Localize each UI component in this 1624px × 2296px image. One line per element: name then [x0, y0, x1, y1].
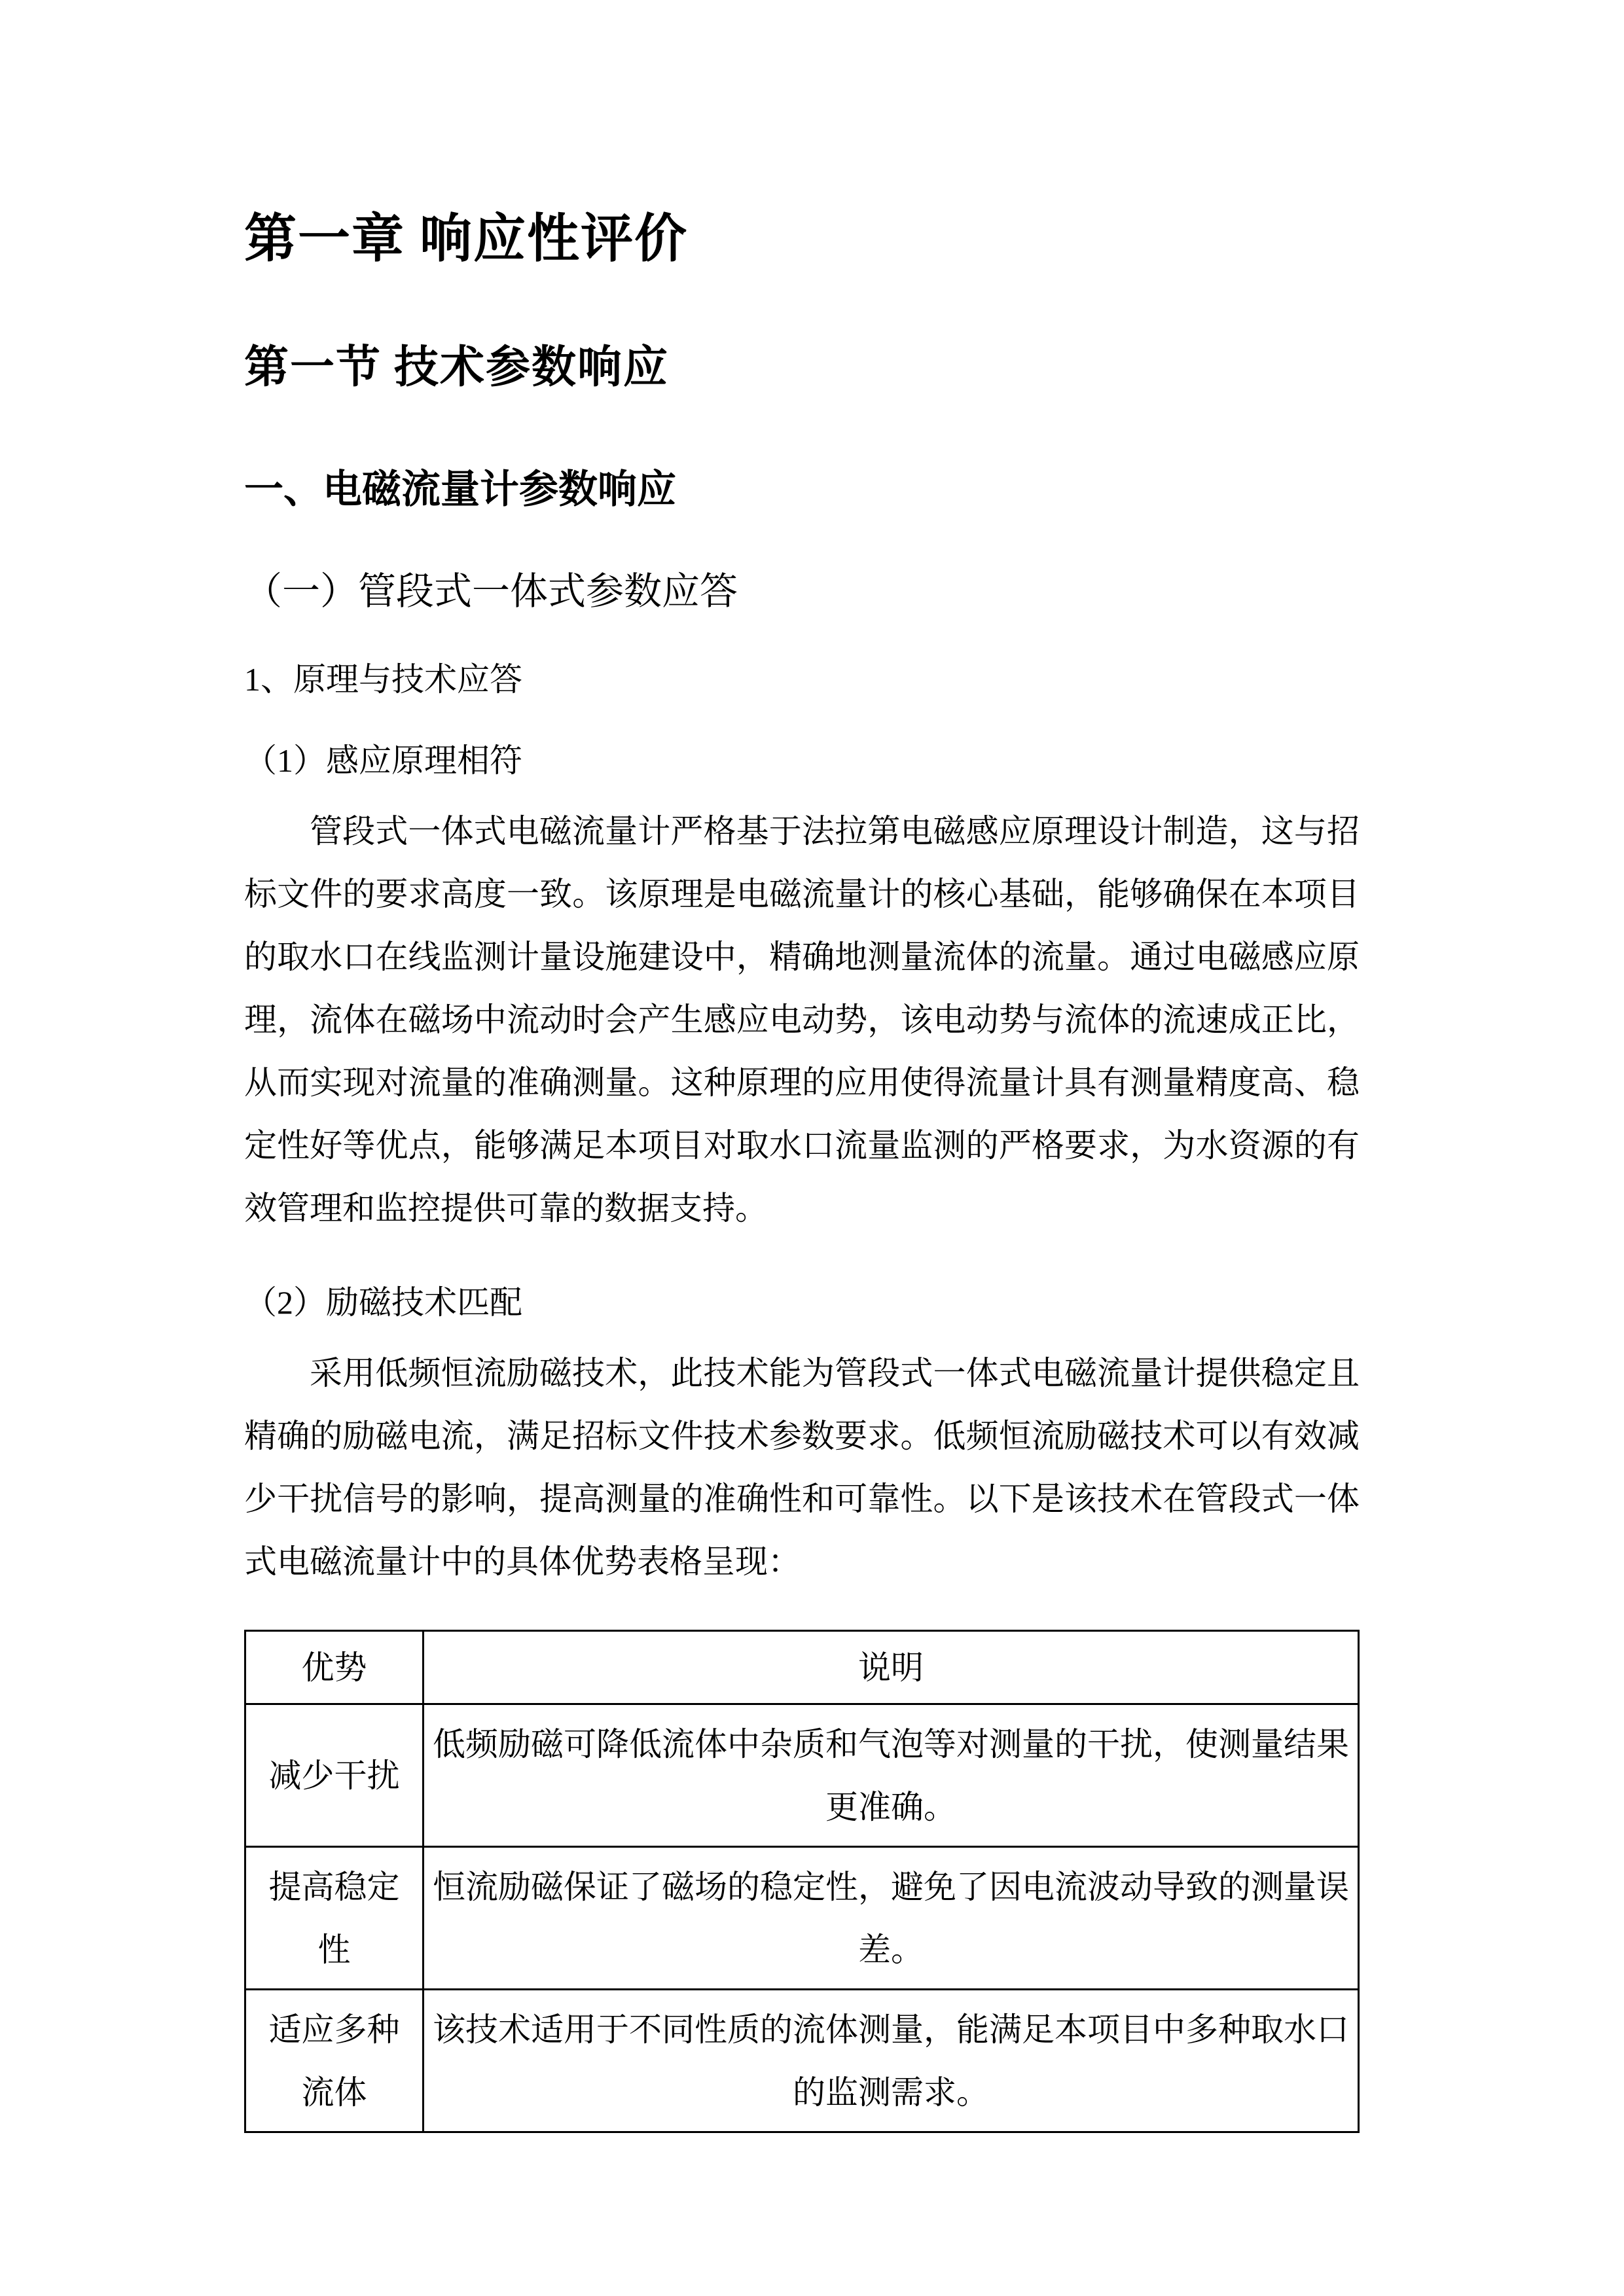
heading-principle-and-technology: 1、原理与技术应答: [244, 661, 522, 698]
heading-excitation-technology: （2）励磁技术匹配: [244, 1284, 522, 1321]
heading-induction-principle: （1）感应原理相符: [244, 742, 522, 779]
table-header-advantage: 优势: [245, 1631, 424, 1704]
table-cell-advantage: 适应多种流体: [245, 1990, 424, 2132]
table-row: [245, 1990, 1359, 2132]
table-cell-description: 恒流励磁保证了磁场的稳定性，避免了因电流波动导致的测量误差。: [424, 1847, 1359, 1990]
advantages-table: [244, 1630, 1360, 2133]
heading-emf-parameter-response: 一、电磁流量计参数响应: [244, 468, 676, 511]
table-cell-advantage: 减少干扰: [245, 1704, 424, 1847]
paragraph-excitation-technology: 采用低频恒流励磁技术，此技术能为管段式一体式电磁流量计提供稳定且精确的励磁电流，满足招标文件技术参数要求。低频恒流励磁技术可以有效减少干扰信号的影响，提高测量的准确性和可靠性。以下是该技术在管段式一体式电磁流量计中的具体优势表格呈现：: [244, 1355, 1360, 1580]
table-cell-description: 低频励磁可降低流体中杂质和气泡等对测量的干扰，使测量结果更准确。: [424, 1704, 1359, 1847]
table-cell-advantage: 提高稳定性: [245, 1847, 424, 1990]
table-row: [245, 1704, 1359, 1847]
table-cell-description: 该技术适用于不同性质的流体测量，能满足本项目中多种取水口的监测需求。: [424, 1990, 1359, 2132]
paragraph-induction-principle: 管段式一体式电磁流量计严格基于法拉第电磁感应原理设计制造，这与招标文件的要求高度一致。该原理是电磁流量计的核心基础，能够确保在本项目的取水口在线监测计量设施建设中，精确地测量流体的流量。通过电磁感应原理，流体在磁场中流动时会产生感应电动势，该电动势与流体的流速成正比，从而实现对流量的准确测量。这种原理的应用使得流量计具有测量精度高、稳定性好等优点，能够满足本项目对取水口流量监测的严格要求，为水资源的有效管理和监控提供可靠的数据支持。: [244, 813, 1360, 1227]
section-title: 第一节 技术参数响应: [244, 342, 670, 392]
chapter-title: 第一章 响应性评价: [244, 211, 688, 268]
heading-pipe-segment-integrated: （一）管段式一体式参数应答: [244, 570, 738, 613]
table-row: [245, 1847, 1359, 1990]
table-header-description: 说明: [424, 1631, 1359, 1704]
table-header-row: [245, 1631, 1359, 1704]
